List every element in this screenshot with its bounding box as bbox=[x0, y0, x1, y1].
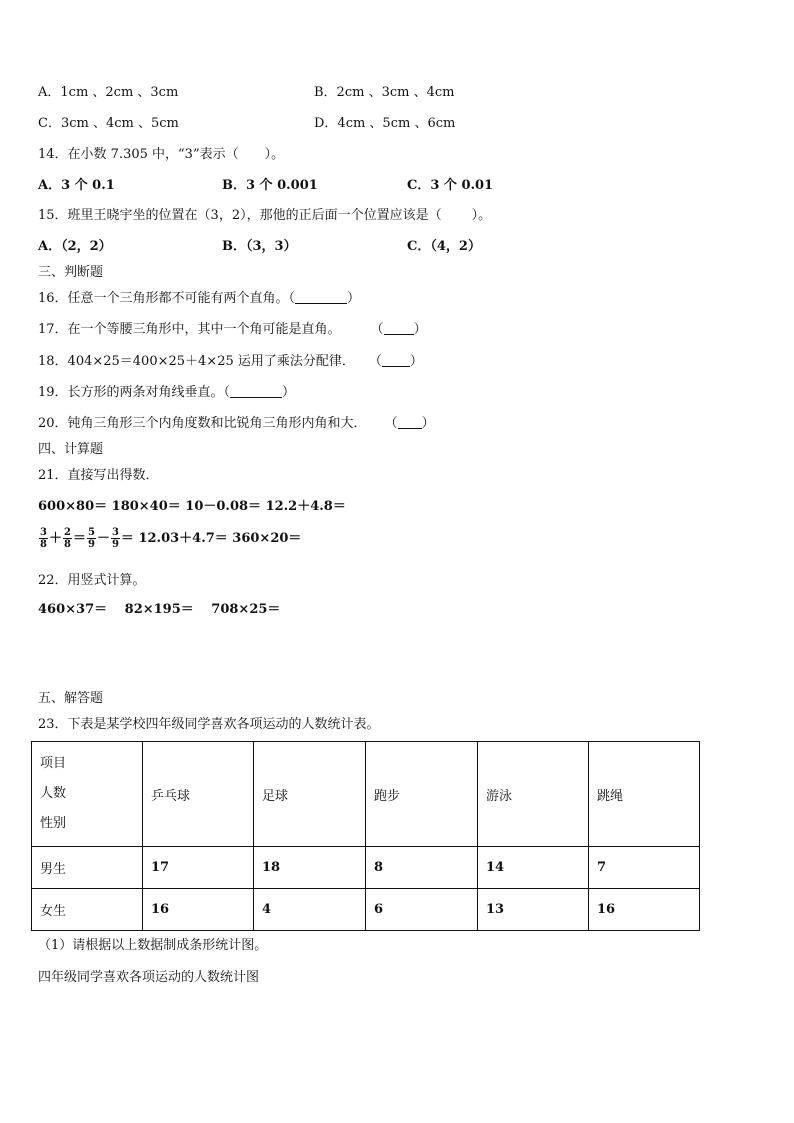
q18-open: （ bbox=[368, 354, 382, 369]
answer-blank[interactable] bbox=[230, 384, 282, 398]
question-17 bbox=[38, 321, 427, 339]
q18-text: 18．404×25＝400×25＋4×25 运用了乘法分配律． bbox=[38, 354, 355, 369]
section-5-title: 五、解答题 bbox=[38, 691, 104, 706]
answer-blank[interactable] bbox=[382, 353, 410, 367]
row-label: 女生 bbox=[32, 889, 143, 931]
q14-stem-text: 14．在小数 7.305 中，“3”表示（ bbox=[38, 147, 239, 162]
sports-stats-table bbox=[31, 741, 700, 931]
question-15-stem bbox=[38, 207, 491, 225]
q14-stem-close: ）。 bbox=[264, 147, 285, 162]
table-cell: 7 bbox=[589, 847, 700, 889]
q20-open: （ bbox=[384, 416, 398, 431]
q13-option-d: D．4cm 、5cm 、6cm bbox=[314, 116, 456, 131]
question-16 bbox=[38, 290, 360, 308]
question-18 bbox=[38, 353, 423, 371]
answer-blank[interactable] bbox=[398, 415, 422, 429]
section-3-title: 三、判断题 bbox=[38, 265, 104, 280]
q15-stem-text: 15．班里王晓宇坐的位置在（3，2），那他的正后面一个位置应该是（ bbox=[38, 208, 442, 223]
question-22-stem: 22．用竖式计算。 bbox=[38, 573, 146, 588]
q15-option-c: C．（4，2） bbox=[407, 239, 481, 254]
header-count-label: 人数 bbox=[40, 786, 67, 801]
q16-close: ） bbox=[347, 291, 361, 306]
table-cell: 6 bbox=[366, 889, 478, 931]
plus-sign: ＋ bbox=[48, 531, 62, 546]
chart-title: 四年级同学喜欢各项运动的人数统计图 bbox=[38, 970, 260, 985]
question-14-stem bbox=[38, 146, 284, 164]
q17-close: ） bbox=[413, 322, 427, 337]
q15-option-a: A．（2，2） bbox=[38, 239, 112, 254]
q17-open: （ bbox=[370, 322, 384, 337]
q18-close: ） bbox=[409, 354, 423, 369]
table-cell: 14 bbox=[478, 847, 589, 889]
table-header-row bbox=[32, 742, 700, 847]
row-label: 男生 bbox=[32, 847, 143, 889]
question-21-stem: 21．直接写出得数． bbox=[38, 468, 159, 483]
column-header: 足球 bbox=[254, 742, 366, 847]
q20-close: ） bbox=[421, 416, 435, 431]
table-cell: 4 bbox=[254, 889, 366, 931]
answer-blank[interactable] bbox=[384, 321, 414, 335]
q16-text: 16．任意一个三角形都不可能有两个直角。（ bbox=[38, 291, 296, 306]
q17-text: 17．在一个等腰三角形中，其中一个角可能是直角。 bbox=[38, 322, 341, 337]
column-header: 乒乓球 bbox=[143, 742, 254, 847]
question-20 bbox=[38, 415, 435, 433]
table-row bbox=[32, 889, 700, 931]
q19-text: 19．长方形的两条对角线垂直。（ bbox=[38, 385, 231, 400]
q14-option-b: B．3 个 0.001 bbox=[222, 178, 318, 193]
q13-option-c: C．3cm 、4cm 、5cm bbox=[38, 116, 179, 131]
q15-option-b: B．（3，3） bbox=[222, 239, 297, 254]
column-header: 跑步 bbox=[366, 742, 478, 847]
table-cell: 17 bbox=[143, 847, 254, 889]
question-19 bbox=[38, 384, 295, 402]
q13-option-b: B．2cm 、3cm 、4cm bbox=[314, 85, 455, 100]
equals-sign: ＝ bbox=[72, 531, 86, 546]
fraction: $\frac{3}{9}$ bbox=[111, 527, 119, 550]
table-corner-header bbox=[32, 742, 143, 847]
table-cell: 16 bbox=[589, 889, 700, 931]
fraction: $\frac{2}{8}$ bbox=[63, 527, 71, 550]
q21-row-1: 600×80＝ 180×40＝ 10－0.08＝ 12.2＋4.8＝ bbox=[38, 499, 346, 514]
q13-option-a: A．1cm 、2cm 、3cm bbox=[38, 85, 179, 100]
q23-sub-question-1: （1）请根据以上数据制成条形统计图。 bbox=[38, 938, 268, 953]
question-23-stem: 23．下表是某学校四年级同学喜欢各项运动的人数统计表。 bbox=[38, 717, 380, 732]
header-gender-label: 性别 bbox=[40, 816, 67, 831]
table-cell: 13 bbox=[478, 889, 589, 931]
answer-blank[interactable] bbox=[295, 290, 347, 304]
q21-row-2 bbox=[38, 527, 301, 551]
table-cell: 18 bbox=[254, 847, 366, 889]
q22-row: 460×37＝ 82×195＝ 708×25＝ bbox=[38, 602, 281, 617]
q19-close: ） bbox=[282, 385, 296, 400]
fraction: $\frac{3}{8}$ bbox=[40, 527, 47, 550]
table-cell: 16 bbox=[143, 889, 254, 931]
q20-text: 20．钝角三角形三个内角度数和比锐角三角形内角和大． bbox=[38, 416, 367, 431]
header-item-label: 项目 bbox=[40, 756, 67, 771]
minus-sign: － bbox=[96, 531, 110, 546]
table-row bbox=[32, 847, 700, 889]
q21-row-2-tail: ＝ 12.03＋4.7＝ 360×20＝ bbox=[120, 531, 302, 546]
q14-option-a: A．3 个 0.1 bbox=[38, 178, 115, 193]
q14-option-c: C．3 个 0.01 bbox=[407, 178, 494, 193]
table-cell: 8 bbox=[366, 847, 478, 889]
column-header: 游泳 bbox=[478, 742, 589, 847]
section-4-title: 四、计算题 bbox=[38, 442, 104, 457]
fraction: $\frac{5}{9}$ bbox=[87, 527, 95, 550]
q15-stem-close: ）。 bbox=[471, 208, 492, 223]
column-header: 跳绳 bbox=[589, 742, 700, 847]
